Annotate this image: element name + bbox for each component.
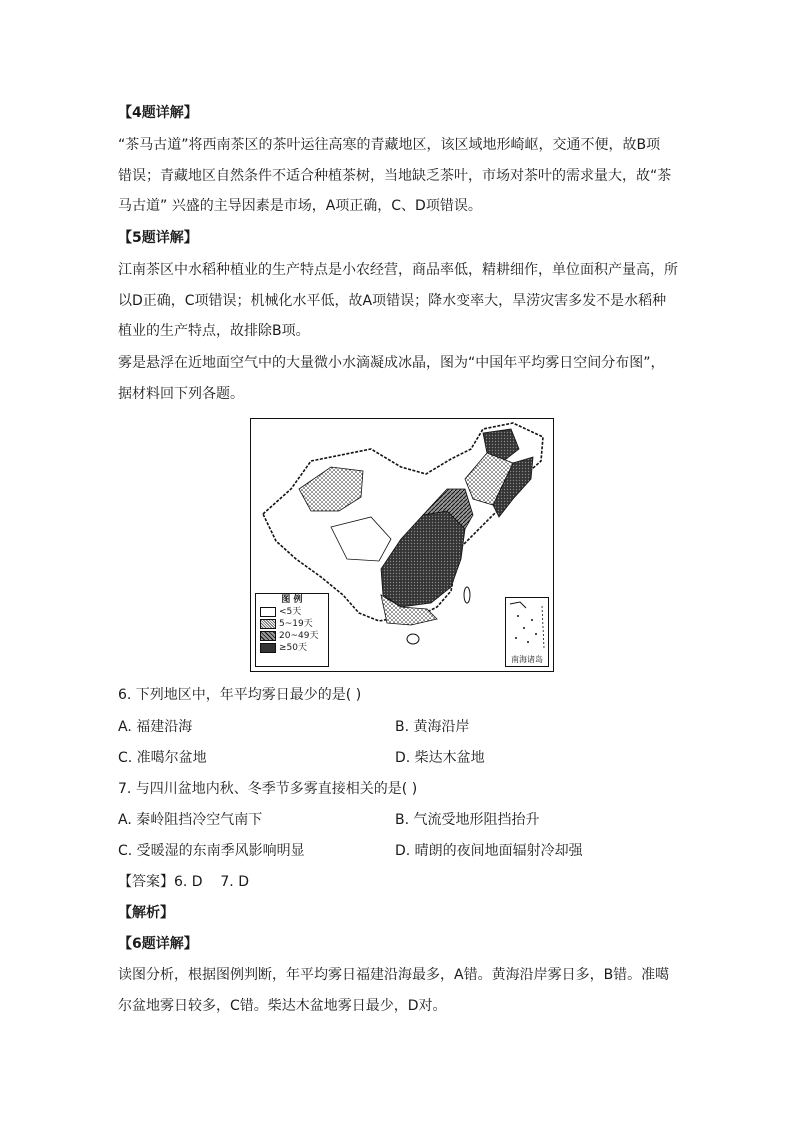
legend-swatch <box>260 631 276 641</box>
legend-item <box>256 606 328 618</box>
legend-label: ≥50天 <box>279 643 307 653</box>
legend-swatch <box>260 607 276 617</box>
q6-detail-line-1: 读图分析，根据图例判断，年平均雾日福建沿海最多，A错。黄海沿岸雾日多，B错。准噶 <box>118 967 670 983</box>
map-legend <box>255 593 329 667</box>
taiwan-island <box>464 587 470 603</box>
intro-line-2: 据材料回下列各题。 <box>118 386 244 402</box>
q6-option-d: D. 柴达木盆地 <box>395 750 485 766</box>
inset-drawing <box>506 598 548 654</box>
q6-heading: 【6题详解】 <box>118 936 198 952</box>
q4-line-2: 错误；青藏地区自然条件不适合种植茶树，当地缺乏茶叶，市场对茶叶的需求量大，故“茶 <box>118 168 672 184</box>
intro-line-1: 雾是悬浮在近地面空气中的大量微小水滴凝成冰晶，图为“中国年平均雾日空间分布图”， <box>118 355 665 371</box>
q6-option-b: B. 黄海沿岸 <box>395 719 470 735</box>
south-sea-inset <box>505 597 549 667</box>
legend-swatch <box>260 643 276 653</box>
q6-stem: 6. 下列地区中，年平均雾日最少的是( ) <box>118 687 362 703</box>
q4-heading: 【4题详解】 <box>118 105 198 121</box>
legend-label: 5~19天 <box>279 619 313 629</box>
q7-option-c: C. 受暖湿的东南季风影响明显 <box>118 843 305 859</box>
q4-line-1: “茶马古道”将西南茶区的茶叶运往高寒的青藏地区，该区域地形崎岖，交通不便，故B项 <box>118 137 661 153</box>
analysis-heading: 【解析】 <box>118 905 174 921</box>
q5-heading: 【5题详解】 <box>118 230 198 246</box>
q5-line-3: 植业的生产特点，故排除B项。 <box>118 323 310 339</box>
legend-item <box>256 642 328 654</box>
q6-detail-line-2: 尔盆地雾日较多，C错。柴达木盆地雾日最少，D对。 <box>118 998 447 1014</box>
q7-option-a: A. 秦岭阻挡冷空气南下 <box>118 812 263 828</box>
legend-title: 图 例 <box>281 595 303 605</box>
q6-option-a: A. 福建沿海 <box>118 719 193 735</box>
legend-swatch <box>260 619 276 629</box>
q6-option-c: C. 准噶尔盆地 <box>118 750 207 766</box>
legend-label: <5天 <box>279 607 302 617</box>
legend-item <box>256 618 328 630</box>
q7-option-b: B. 气流受地形阻挡抬升 <box>395 812 540 828</box>
q5-line-1: 江南茶区中水稻种植业的生产特点是小农经营，商品率低，精耕细作，单位面积产量高，所 <box>118 262 678 278</box>
answer-line: 【答案】6. D 7. D <box>118 874 249 890</box>
legend-item <box>256 630 328 642</box>
inset-label: 南海诸岛 <box>511 655 543 664</box>
hainan-island <box>407 634 419 644</box>
q5-line-2: 以D正确，C项错误；机械化水平低，故A项错误；降水变率大，旱涝灾害多发不是水稻种 <box>118 293 667 309</box>
fog-distribution-map <box>250 418 554 672</box>
q7-stem: 7. 与四川盆地内秋、冬季节多雾直接相关的是( ) <box>118 781 418 797</box>
q4-line-3: 马古道” 兴盛的主导因素是市场，A项正确，C、D项错误。 <box>118 198 482 214</box>
q7-option-d: D. 晴朗的夜间地面辐射冷却强 <box>395 843 583 859</box>
legend-label: 20~49天 <box>279 631 319 641</box>
